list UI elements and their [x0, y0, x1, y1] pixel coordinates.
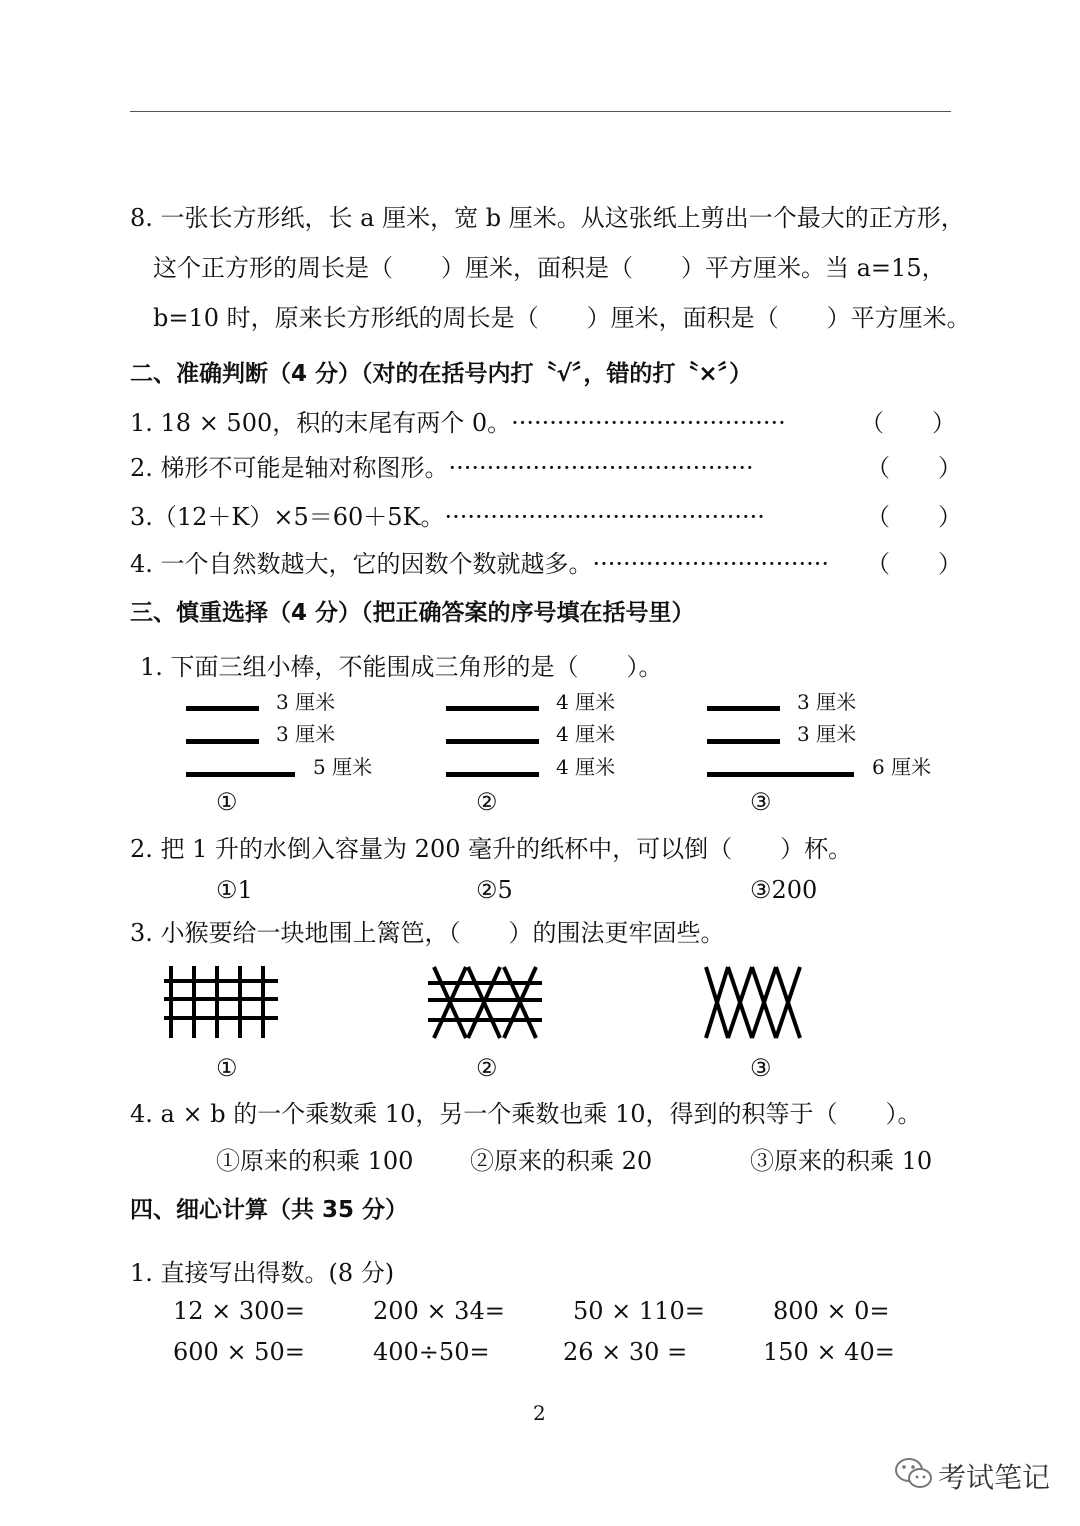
- calc-problem: 600 × 50=: [173, 1338, 305, 1366]
- q8-line2: 这个正方形的周长是（ ）厘米，面积是（ ）平方厘米。当 a=15，: [153, 254, 946, 282]
- stick-bar: [707, 706, 780, 711]
- header-rule: [130, 111, 951, 112]
- choice-q3-option-1[interactable]: ①: [216, 1054, 238, 1082]
- stick-label: 3 厘米: [276, 690, 336, 714]
- choice-q3-option-3[interactable]: ③: [750, 1054, 772, 1082]
- judge-item-2: [130, 453, 849, 483]
- choice-q2-option-3[interactable]: ③200: [750, 876, 818, 904]
- judge-item-text: 4. 一个自然数越大，它的因数个数就越多。: [130, 550, 593, 578]
- judge-answer-paren-1[interactable]: （ ）: [860, 409, 956, 437]
- fence-diagonal-figure: [424, 962, 549, 1042]
- stick-bar: [446, 706, 539, 711]
- stick-label: 4 厘米: [556, 690, 616, 714]
- dot-leader: ·······························: [592, 550, 830, 578]
- dot-leader: ····································: [511, 409, 786, 437]
- stick-label: 3 厘米: [797, 722, 857, 746]
- section3-heading: 三、慎重选择（4 分）（把正确答案的序号填在括号里）: [130, 600, 695, 626]
- option-marker[interactable]: ①: [216, 788, 238, 816]
- choice-q4-option-1[interactable]: ①原来的积乘 100: [216, 1147, 414, 1175]
- calc-problem: 50 × 110=: [573, 1297, 705, 1325]
- stick-bar: [186, 772, 295, 777]
- calc-problem: 12 × 300=: [173, 1297, 305, 1325]
- calc-q1-text: 1. 直接写出得数。(8 分): [130, 1259, 395, 1287]
- fence-zigzag-figure: [698, 962, 808, 1042]
- judge-item-4: [130, 549, 873, 579]
- section2-heading: 二、准确判断（4 分）（对的在括号内打〝√〞，错的打〝×〞）: [130, 361, 753, 387]
- choice-q3-text: 3. 小猴要给一块地围上篱笆，（ ）的围法更牢固些。: [130, 919, 725, 947]
- choice-q3-option-2[interactable]: ②: [476, 1054, 498, 1082]
- stick-bar: [446, 772, 539, 777]
- calc-problem: 400÷50=: [373, 1338, 490, 1366]
- calc-problem: 800 × 0=: [773, 1297, 890, 1325]
- choice-q4-text: 4. a × b 的一个乘数乘 10，另一个乘数也乘 10，得到的积等于（ ）。: [130, 1100, 922, 1128]
- stick-bar: [707, 739, 780, 744]
- choice-q2-option-1[interactable]: ①1: [216, 876, 253, 904]
- judge-item-3: [130, 502, 874, 532]
- stick-label: 4 厘米: [556, 722, 616, 746]
- judge-answer-paren-4[interactable]: （ ）: [866, 550, 962, 578]
- stick-bar: [446, 739, 539, 744]
- choice-q1-text: 1. 下面三组小棒，不能围成三角形的是（ ）。: [140, 653, 663, 681]
- stick-bar: [186, 706, 259, 711]
- calc-problem: 150 × 40=: [763, 1338, 895, 1366]
- dot-leader: ········································: [448, 454, 754, 482]
- q8-line1: 8. 一张长方形纸，长 a 厘米，宽 b 厘米。从这张纸上剪出一个最大的正方形，: [130, 204, 965, 232]
- option-marker[interactable]: ③: [750, 788, 772, 816]
- calc-problem: 200 × 34=: [373, 1297, 505, 1325]
- section4-heading: 四、细心计算（共 35 分）: [130, 1197, 409, 1223]
- choice-q4-option-3[interactable]: ③原来的积乘 10: [750, 1147, 933, 1175]
- choice-q2-text: 2. 把 1 升的水倒入容量为 200 毫升的纸杯中，可以倒（ ）杯。: [130, 835, 853, 863]
- judge-item-text: 3.（12＋K）×5＝60＋5K。: [130, 503, 445, 531]
- stick-bar: [707, 772, 854, 777]
- stick-label: 4 厘米: [556, 755, 616, 779]
- judge-item-text: 1. 18 × 500，积的末尾有两个 0。: [130, 409, 512, 437]
- stick-bar: [186, 739, 259, 744]
- stick-label: 3 厘米: [797, 690, 857, 714]
- judge-answer-paren-2[interactable]: （ ）: [866, 454, 962, 482]
- q8-line3: b=10 时，原来长方形纸的周长是（ ）厘米，面积是（ ）平方厘米。: [153, 304, 971, 332]
- stick-label: 3 厘米: [276, 722, 336, 746]
- choice-q4-option-2[interactable]: ②原来的积乘 20: [470, 1147, 653, 1175]
- fence-grid-figure: [160, 962, 285, 1042]
- page-number: 2: [533, 1401, 546, 1425]
- judge-item-1: [130, 408, 856, 438]
- dot-leader: ··········································: [444, 503, 765, 531]
- judge-item-text: 2. 梯形不可能是轴对称图形。: [130, 454, 449, 482]
- watermark-text: 考试笔记: [938, 1461, 1051, 1494]
- option-marker[interactable]: ②: [476, 788, 498, 816]
- judge-answer-paren-3[interactable]: （ ）: [866, 503, 962, 531]
- stick-label: 6 厘米: [872, 755, 932, 779]
- stick-label: 5 厘米: [313, 755, 373, 779]
- calc-problem: 26 × 30 =: [563, 1338, 688, 1366]
- choice-q2-option-2[interactable]: ②5: [476, 876, 513, 904]
- wechat-icon: [893, 1455, 935, 1491]
